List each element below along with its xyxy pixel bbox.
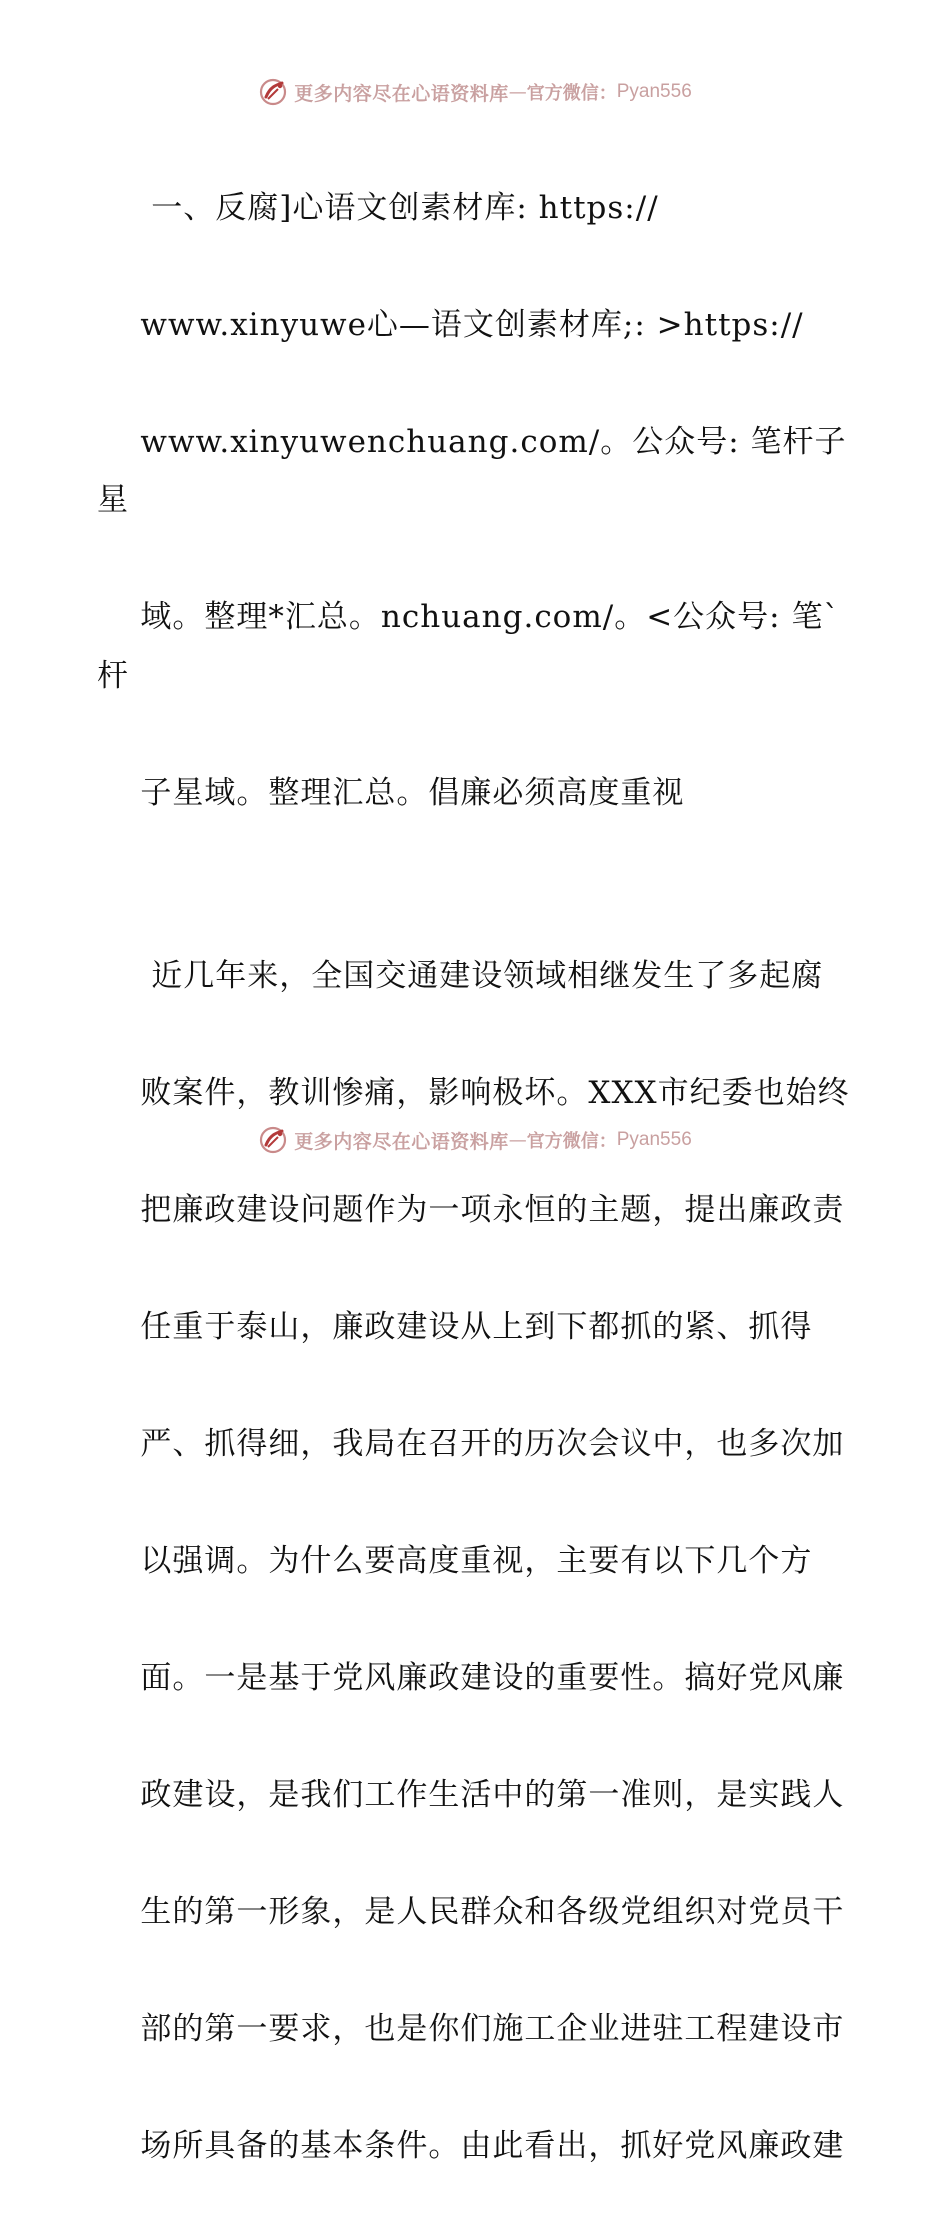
paragraph-2 [97,889,867,2234]
paragraph-2-line-6: 以强调。为什么要高度重视，主要有以下几个方 [140,1543,812,1579]
paragraph-1-line-5: 子星域。整理汇总。倡廉必须高度重视 [140,775,684,811]
footer-contact-id: Pyan556 [617,1129,692,1151]
paragraph-2-line-4: 任重于泰山，廉政建设从上到下都抓的紧、抓得 [140,1309,812,1345]
paragraph-2-line-2: 败案件，教训惨痛，影响极坏。XXX市纪委也始终 [140,1075,849,1111]
paragraph-2-line-3: 把廉政建设问题作为一项永恒的主题，提出廉政责 [140,1192,844,1228]
paragraph-1-line-4: 域。整理*汇总。nchuang.com/。<公众号: 笔`杆 [97,599,840,694]
paragraph-2-line-7: 面。一是基于党风廉政建设的重要性。搞好党风廉 [140,1660,844,1696]
paragraph-1-line-2: www.xinyuwe心—语文创素材库;: >https:// [140,307,803,343]
paragraph-1-line-3: www.xinyuwenchuang.com/。公众号: 笔杆子星 [97,424,847,519]
paragraph-2-line-10: 部的第一要求，也是你们施工企业进驻工程建设市 [140,2011,844,2047]
footer-banner [0,1120,950,1160]
header-separator: — [509,82,527,103]
seal-logo-icon [258,1125,288,1155]
paragraph-2-line-9: 生的第一形象，是人民群众和各级党组织对党员干 [140,1894,844,1930]
header-contact-label: 官方微信： [527,79,617,105]
footer-contact-label: 官方微信： [527,1127,617,1153]
paragraph-2-line-5: 严、抓得细，我局在召开的历次会议中，也多次加 [140,1426,844,1462]
footer-text: 更多内容尽在心语资料库 [294,1127,509,1154]
paragraph-1 [97,120,867,881]
paragraph-2-line-11: 场所具备的基本条件。由此看出，抓好党风廉政建 [140,2128,844,2164]
paragraph-1-line-1: 一、反腐]心语文创素材库: https:// [140,190,658,226]
header-banner [0,72,950,112]
document-body [97,120,867,2234]
seal-logo-icon [258,77,288,107]
header-contact-id: Pyan556 [617,81,692,103]
paragraph-2-line-1: 近几年来，全国交通建设领域相继发生了多起腐 [140,958,823,994]
footer-separator: — [509,1130,527,1151]
paragraph-2-line-8: 政建设，是我们工作生活中的第一准则，是实践人 [140,1777,844,1813]
header-text: 更多内容尽在心语资料库 [294,79,509,106]
